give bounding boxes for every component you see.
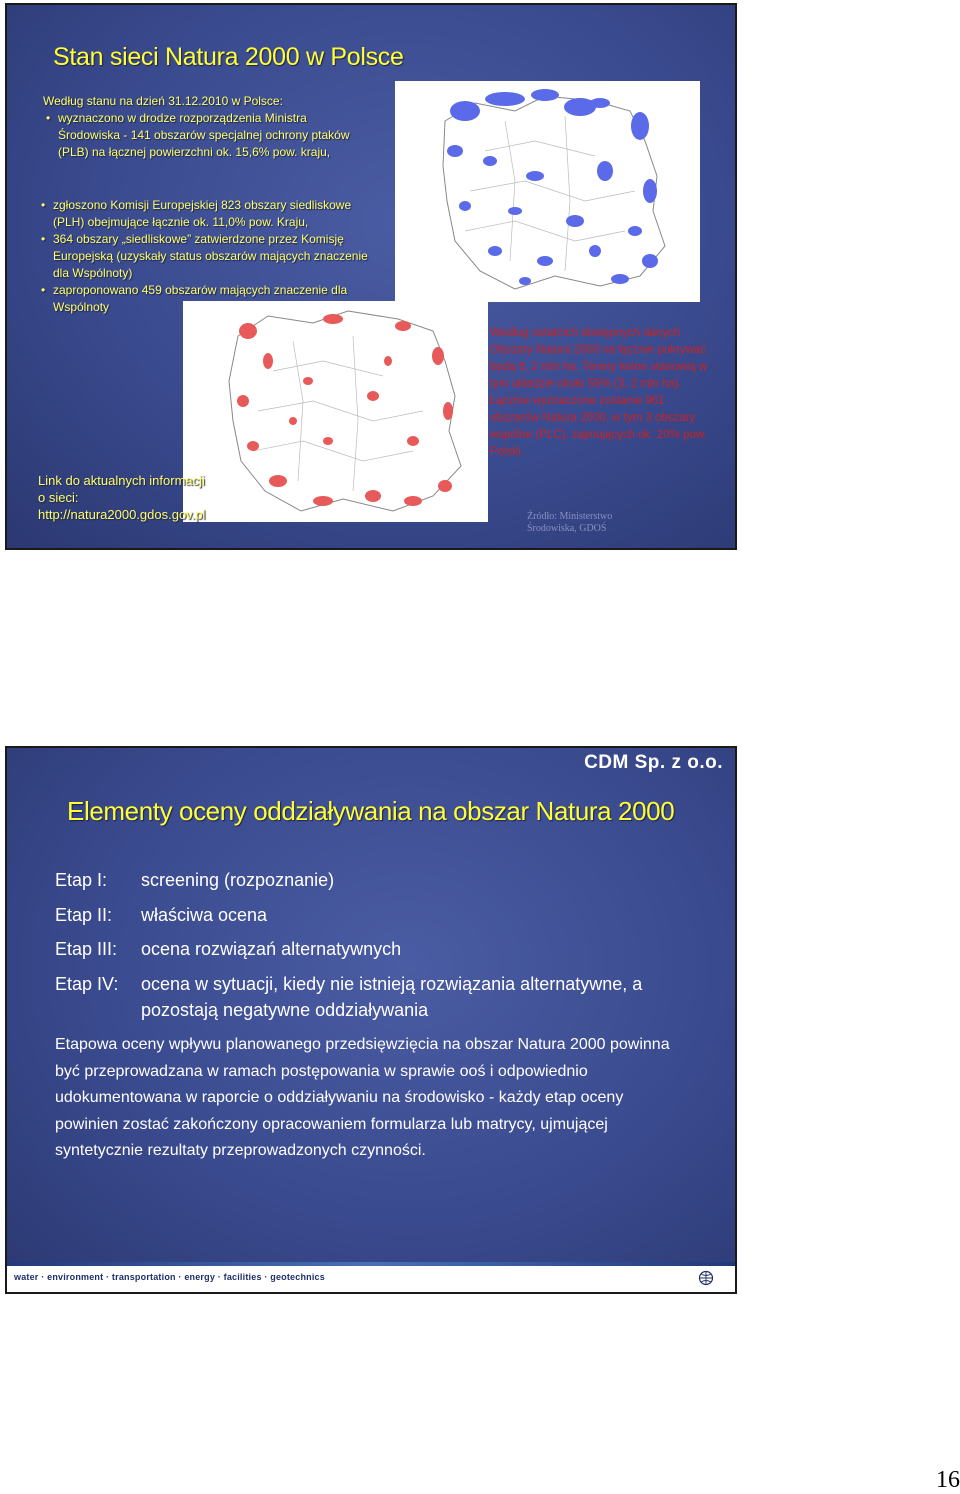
note-line: będą 6, 2 mln ha. Tereny leśne stanowią w [490, 361, 708, 373]
stage-description: ocena rozwiązań alternatywnych [141, 939, 402, 959]
source-note [527, 511, 612, 535]
info-link-block [38, 472, 205, 523]
slide-title: Stan sieci Natura 2000 w Polsce [53, 43, 404, 71]
bullet-line: (PLH) obejmujące łącznie ok. 11,0% pow. Kraju, [53, 215, 309, 229]
natura-url-link[interactable]: http://natura2000.gdos.gov.pl [38, 507, 206, 522]
note-line: Łącznie wyznaczone zostanie 961 [490, 395, 665, 407]
stage-label: Etap I: [55, 870, 108, 890]
poland-map-red [183, 301, 488, 522]
stage-label: Etap II: [55, 905, 113, 925]
note-line: wspólne (PLC), zajmujących ok. 20% pow. [490, 429, 707, 441]
bullet-line: Wspólnoty [53, 300, 110, 314]
bullet-approved [53, 231, 368, 282]
note-line: Według ostatnich dostępnych danych [490, 327, 681, 339]
source-line: Środowiska, GDOŚ [527, 523, 607, 534]
footer-stripe [7, 1262, 735, 1266]
bullet-line: • zgłoszono Komisji Europejskiej 823 obszary siedliskowe [53, 198, 352, 212]
stage-description: ocena w sytuacji, kiedy nie istnieją rozwiązania alternatywne, a pozostają negatywne oddziaływania [141, 974, 643, 1020]
bullet-line: • wyznaczono w drodze rozporządzenia Ministra [58, 111, 307, 125]
bullet-line: (PLB) na łącznej powierzchni ok. 15,6% pow. kraju, [58, 145, 331, 159]
globe-logo-icon [697, 1270, 715, 1286]
bullet-line: Europejską (uzyskały status obszarów mających znaczenie [53, 249, 368, 263]
bullet-plb [58, 110, 350, 161]
note-line: obszarów Natura 2000, w tym 3 obszary [490, 412, 696, 424]
stage-label: Etap III: [55, 939, 118, 959]
stage-paragraph: Etapowa oceny wpływu planowanego przedsięwzięcia na obszar Natura 2000 powinna być przeprowadzana w ramach postępowania w sprawie ooś i odpowiednio udokumentowana w raporcie o oddziaływaniu na środowisko - każdy etap oceny powinien zostać zakończony opracowaniem formularza lub matrycy, ujmującej syntetycznie rezultaty przeprowadzonych czynności. [55, 1036, 670, 1159]
stage-label: Etap IV: [55, 974, 119, 994]
footer-bar [7, 1262, 735, 1292]
intro-text: Według stanu na dzień 31.12.2010 w Polsce: [43, 94, 283, 108]
note-line: Polski. [490, 446, 524, 458]
note-line: Obszary Natura 2000 na łącznie pokrywać [490, 344, 707, 356]
footer-tagline: water · environment · transportation · energy · facilities · geotechnics [14, 1272, 325, 1282]
natura-summary-note [490, 325, 707, 461]
bullet-plh [53, 197, 351, 231]
slide-assessment-stages [5, 746, 737, 1294]
bullet-line: • 364 obszary „siedliskowe” zatwierdzone przez Komisję [53, 232, 344, 246]
map-habitat-areas [183, 301, 488, 522]
link-caption: Link do aktualnych informacji [38, 473, 205, 488]
slide-title: Elementy oceny oddziaływania na obszar Natura 2000 [67, 796, 675, 826]
bullet-line: Środowiska - 141 obszarów specjalnej ochrony ptaków [58, 128, 350, 142]
poland-map-blue [395, 81, 700, 302]
bullet-line: dla Wspólnoty) [53, 266, 133, 280]
slide-natura-status [5, 3, 737, 550]
source-line: Źródło: Ministerstwo [527, 511, 613, 522]
map-bird-areas [395, 81, 700, 302]
bullet-line: • zaproponowano 459 obszarów mających znaczenie dla [53, 283, 348, 297]
note-line: tym układzie około 55% (3, 2 mln ha). [490, 378, 682, 390]
company-name: CDM Sp. z o.o. [584, 752, 723, 773]
stage-description: właściwa ocena [141, 905, 268, 925]
stage-description: screening (rozpoznanie) [141, 870, 335, 890]
page-number: 16 [936, 1467, 960, 1493]
link-caption: o sieci: [38, 490, 79, 505]
